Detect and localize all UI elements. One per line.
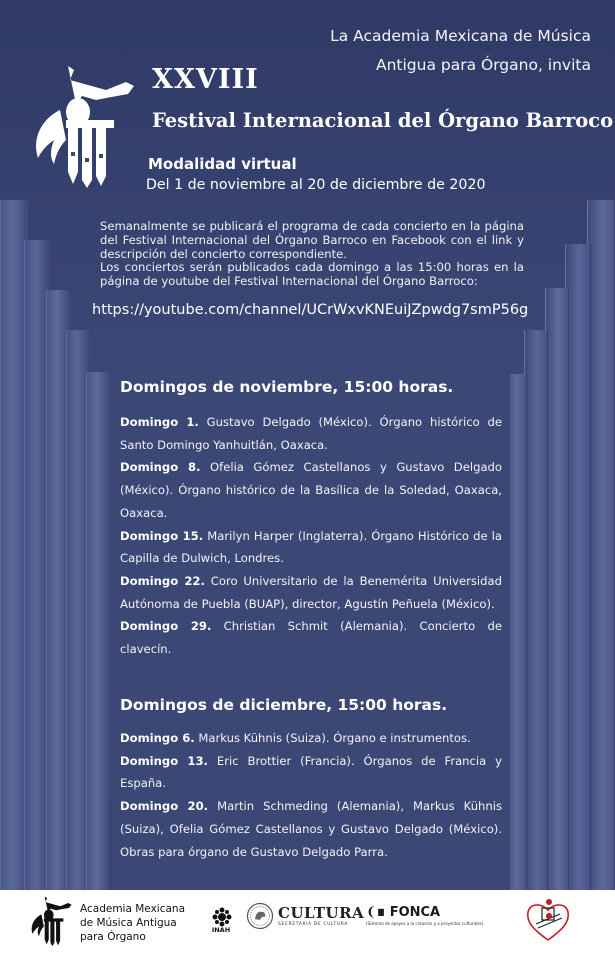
- edition-number: XXVIII: [152, 64, 259, 95]
- invitation-line-1: La Academia Mexicana de Música: [330, 27, 591, 45]
- concert-day: Domingo 13.: [120, 753, 208, 768]
- fonca-logo: [366, 905, 440, 920]
- festival-dates: Del 1 de noviembre al 20 de diciembre de 2020: [146, 177, 486, 193]
- concert-description: Gustavo Delgado (México). Órgano histórico de Santo Domingo Yanhuitlán, Oaxaca.: [120, 415, 503, 452]
- concert-entry: [120, 570, 502, 615]
- concert-description: Markus Kühnis (Suiza). Órgano e instrumentos.: [198, 731, 471, 745]
- concert-description: Martin Schmeding (Alemania), Markus Kühnis (Suiza), Ofelia Gómez Castellanos y Gustavo Delgado (México). Obras para órgano de Gustavo Delgado Parra.: [120, 799, 502, 859]
- concert-day: Domingo 6.: [120, 731, 195, 745]
- concert-day: Domingo 1.: [120, 415, 199, 429]
- inah-label: INAH: [211, 926, 231, 934]
- concert-entry: [120, 750, 502, 795]
- organ-pipe-left-5: [86, 372, 110, 890]
- concert-day: Domingo 15.: [120, 528, 204, 543]
- fonca-subtitle: (Sistema de apoyos a la creación y a proyectos culturales): [366, 921, 484, 926]
- concert-description: Marilyn Harper (Inglaterra). Órgano Histórico de la Capilla de Dulwich, Londres.: [120, 528, 502, 566]
- concert-entry: [120, 525, 502, 570]
- angel-trumpet-organ-logo: [28, 894, 76, 946]
- sponsor-footer: [0, 890, 615, 960]
- organ-pipe-right-1: [587, 200, 615, 890]
- coat-of-arms-seal: [246, 902, 274, 930]
- concert-entry: [120, 615, 502, 660]
- cultura-subtitle: SECRETARÍA DE CULTURA: [278, 922, 348, 927]
- modality-label: Modalidad virtual: [148, 155, 297, 173]
- heart-organ-logo: [522, 894, 574, 946]
- cultura-wordmark: CULTURA: [278, 904, 365, 922]
- intro-text: [100, 220, 524, 289]
- organ-pipe-right-4: [524, 330, 548, 890]
- fonca-mark-icon: ❨∎: [366, 905, 386, 920]
- academy-line-3: para Órgano: [80, 931, 146, 943]
- concert-day: Domingo 22.: [120, 573, 205, 588]
- december-concert-list: [120, 727, 502, 863]
- concert-description: Christian Schmit (Alemania). Concierto de clavecín.: [120, 619, 502, 657]
- concert-entry: [120, 411, 502, 456]
- concert-description: Coro Universitario de la Benemérita Universidad Autónoma de Puebla (BUAP), director, Agustín Peñuela (México).: [120, 573, 502, 611]
- intro-paragraph-1: Semanalmente se publicará el programa de cada concierto en la página del Festival Internacional del Órgano Barroco en Facebook con el link y descripción del concierto correspondiente.: [100, 219, 524, 261]
- angel-trumpet-organ-logo: [30, 60, 142, 188]
- invitation-text: [330, 22, 591, 80]
- concert-description: Ofelia Gómez Castellanos y Gustavo Delgado (México). Órgano histórico de la Basílica de la Soledad, Oaxaca, Oaxaca.: [120, 460, 503, 520]
- academy-line-2: de Música Antigua: [80, 917, 177, 929]
- concert-entry: [120, 456, 502, 524]
- fonca-wordmark: FONCA: [389, 905, 441, 920]
- youtube-channel-link[interactable]: https://youtube.com/channel/UCrWxvKNEuiJZpwdg7smP56g: [92, 302, 529, 318]
- academy-name: [80, 902, 185, 944]
- festival-title: Festival Internacional del Órgano Barroco: [152, 109, 614, 132]
- concert-entry: [120, 795, 502, 863]
- concert-day: Domingo 29.: [120, 619, 212, 634]
- december-section-title: Domingos de diciembre, 15:00 horas.: [120, 696, 448, 714]
- concert-entry: [120, 727, 502, 750]
- academy-line-1: Academia Mexicana: [80, 903, 186, 915]
- concert-day: Domingo 8.: [120, 460, 201, 475]
- concert-description: Eric Brottier (Francia). Órganos de Francia y España.: [120, 753, 503, 791]
- november-concert-list: [120, 411, 502, 661]
- november-section-title: Domingos de noviembre, 15:00 horas.: [120, 378, 454, 396]
- invitation-line-2: Antigua para Órgano, invita: [375, 56, 591, 74]
- concert-day: Domingo 20.: [120, 799, 209, 814]
- intro-paragraph-2: Los conciertos serán publicados cada domingo a las 15:00 horas en la página de youtube del Festival Internacional del Órgano Barroco:: [100, 260, 524, 289]
- organ-pipe-right-3: [545, 288, 569, 890]
